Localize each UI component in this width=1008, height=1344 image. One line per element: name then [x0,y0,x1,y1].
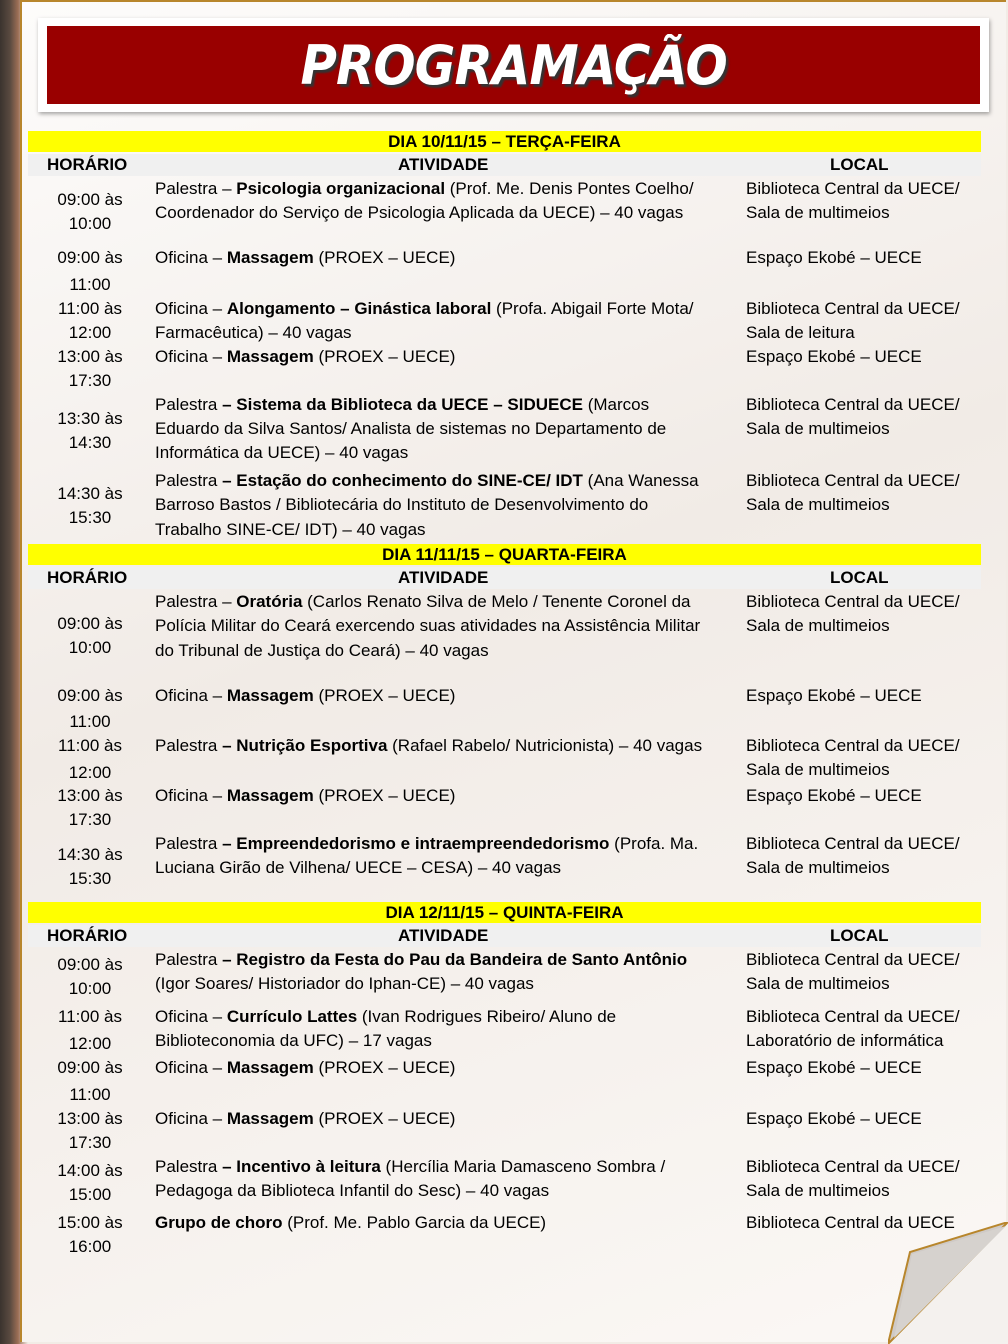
time-start: 09:00 às [57,1058,123,1077]
time-end: 10:00 [68,638,112,657]
schedule-row [28,296,981,344]
time-start: 15:00 às [57,1213,123,1232]
activity-line: Oficina – Alongamento – Ginástica laboral (Profa. Abigail Forte Mota/ [155,299,694,318]
location-line: Sala de multimeios [746,419,890,438]
time-start: 13:00 às [57,347,123,366]
activity-line: Oficina – Massagem (PROEX – UECE) [155,347,456,366]
time-start: 13:30 às [57,409,123,428]
activity-line: Palestra – Psicologia organizacional (Prof. Me. Denis Pontes Coelho/ [155,179,694,198]
location-line: Espaço Ekobé – UECE [746,1109,922,1128]
time-start: 14:30 às [57,484,123,503]
activity-line: do Tribunal de Justiça do Ceará) – 40 vagas [155,641,489,660]
schedule-row [28,392,981,468]
time-end: 11:00 [69,1085,111,1104]
location-line: Espaço Ekobé – UECE [746,686,922,705]
activity-line: Luciana Girão de Vilhena/ UECE – CESA) – 40 vagas [155,858,562,877]
schedule-row [28,344,981,392]
location-line: Sala de multimeios [746,858,890,877]
activity-line: Palestra – Sistema da Biblioteca da UECE – SIDUECE (Marcos [155,395,650,414]
schedule-row [28,947,981,1003]
activity-line: Pedagoga da Biblioteca Infantil do Sesc) – 40 vagas [155,1181,550,1200]
activity-line: Trabalho SINE-CE/ IDT) – 40 vagas [155,520,426,539]
time-start: 11:00 às [58,299,122,318]
location-line: Biblioteca Central da UECE/ [746,179,960,198]
time-end: 17:30 [68,371,112,390]
activity-line: Palestra – Oratória (Carlos Renato Silva de Melo / Tenente Coronel da [155,592,691,611]
schedule-row [28,733,981,783]
location-line: Biblioteca Central da UECE/ [746,592,960,611]
time-end: 12:00 [68,1034,112,1053]
time-end: 10:00 [68,979,112,998]
time-start: 09:00 às [57,248,123,267]
time-end: 10:00 [68,214,112,233]
column-headers-3 [28,925,981,947]
title-banner [47,26,980,104]
schedule-row [28,1106,981,1154]
day-header-3: DIA 12/11/15 – QUINTA-FEIRA [28,902,981,923]
time-end: 17:30 [68,1133,112,1152]
time-end: 17:30 [68,810,112,829]
time-start: 13:00 às [57,1109,123,1128]
activity-line: Oficina – Currículo Lattes (Ivan Rodrigues Ribeiro/ Aluno de [155,1007,617,1026]
page-curl-decoration [888,1222,1008,1344]
location-line: Biblioteca Central da UECE/ [746,834,960,853]
time-end: 12:00 [68,323,112,342]
activity-line: Eduardo da Silva Santos/ Analista de sistemas no Departamento de [155,419,667,438]
location-line: Sala de leitura [746,323,855,342]
column-headers-1 [28,154,981,176]
header-location: LOCAL [830,155,889,174]
location-line: Sala de multimeios [746,616,890,635]
header-activity: ATIVIDADE [398,926,489,945]
time-end: 11:00 [69,275,111,294]
time-start: 11:00 às [58,736,122,755]
location-line: Sala de multimeios [746,1181,890,1200]
location-line: Biblioteca Central da UECE/ [746,950,960,969]
activity-line: Barroso Bastos / Bibliotecária do Instituto de Desenvolvimento do [155,495,649,514]
location-line: Biblioteca Central da UECE [746,1213,955,1232]
location-line: Sala de multimeios [746,495,890,514]
time-start: 14:00 às [57,1161,123,1180]
page-title: PROGRAMAÇÃO [300,33,727,97]
day-header-1: DIA 10/11/15 – TERÇA-FEIRA [28,131,981,152]
time-start: 13:00 às [57,786,123,805]
schedule-row [28,244,981,296]
location-line: Biblioteca Central da UECE/ [746,299,960,318]
activity-line: Palestra – Registro da Festa do Pau da Bandeira de Santo Antônio [155,950,688,969]
header-activity: ATIVIDADE [398,155,489,174]
activity-line: (Igor Soares/ Historiador do Iphan-CE) – 40 vagas [155,974,534,993]
location-line: Biblioteca Central da UECE/ [746,471,960,490]
time-start: 14:30 às [57,845,123,864]
activity-line: Polícia Militar do Ceará exercendo suas atividades na Assistência Militar [155,616,701,635]
time-start: 09:00 às [57,190,123,209]
schedule-row [28,682,981,733]
location-line: Sala de multimeios [746,760,890,779]
activity-line: Oficina – Massagem (PROEX – UECE) [155,1109,456,1128]
location-line: Espaço Ekobé – UECE [746,347,922,366]
schedule-row [28,468,981,543]
time-start: 11:00 às [58,1007,122,1026]
day-header-2: DIA 11/11/15 – QUARTA-FEIRA [28,544,981,565]
activity-line: Grupo de choro (Prof. Me. Pablo Garcia da UECE) [155,1213,547,1232]
activity-line: Palestra – Incentivo à leitura (Hercília Maria Damasceno Sombra / [155,1157,666,1176]
activity-line: Oficina – Massagem (PROEX – UECE) [155,786,456,805]
time-start: 09:00 às [57,955,123,974]
location-line: Espaço Ekobé – UECE [746,1058,922,1077]
activity-line: Coordenador do Serviço de Psicologia Aplicada da UECE) – 40 vagas [155,203,684,222]
activity-line: Biblioteconomia da UFC) – 17 vagas [155,1031,432,1050]
activity-line: Oficina – Massagem (PROEX – UECE) [155,248,456,267]
header-activity: ATIVIDADE [398,568,489,587]
activity-line: Farmacêutica) – 40 vagas [155,323,352,342]
activity-line: Oficina – Massagem (PROEX – UECE) [155,1058,456,1077]
location-line: Espaço Ekobé – UECE [746,248,922,267]
activity-line: Informática da UECE) – 40 vagas [155,443,409,462]
location-line: Sala de multimeios [746,974,890,993]
activity-line: Palestra – Estação do conhecimento do SINE-CE/ IDT (Ana Wanessa [155,471,699,490]
time-end: 15:30 [68,508,112,527]
schedule-row [28,831,981,895]
time-end: 12:00 [68,763,112,782]
time-end: 11:00 [69,712,111,731]
location-line: Sala de multimeios [746,203,890,222]
header-time: HORÁRIO [47,926,128,945]
location-line: Biblioteca Central da UECE/ [746,1157,960,1176]
schedule-row [28,1210,981,1262]
header-time: HORÁRIO [47,568,128,587]
time-start: 09:00 às [57,614,123,633]
location-line: Laboratório de informática [746,1031,944,1050]
time-end: 15:00 [68,1185,112,1204]
schedule-row [28,176,981,236]
location-line: Espaço Ekobé – UECE [746,786,922,805]
column-headers-2 [28,567,981,589]
location-line: Biblioteca Central da UECE/ [746,736,960,755]
schedule-row [28,589,981,681]
header-location: LOCAL [830,926,889,945]
location-line: Biblioteca Central da UECE/ [746,1007,960,1026]
time-end: 14:30 [68,433,112,452]
header-time: HORÁRIO [47,155,128,174]
schedule-row [28,1055,981,1106]
schedule-row [28,783,981,831]
activity-line: Oficina – Massagem (PROEX – UECE) [155,686,456,705]
time-end: 15:30 [68,869,112,888]
location-line: Biblioteca Central da UECE/ [746,395,960,414]
schedule-row [28,1004,981,1055]
time-start: 09:00 às [57,686,123,705]
time-end: 16:00 [68,1237,112,1256]
activity-line: Palestra – Empreendedorismo e intraempreendedorismo (Profa. Ma. [155,834,699,853]
schedule-row [28,1154,981,1210]
activity-line: Palestra – Nutrição Esportiva (Rafael Rabelo/ Nutricionista) – 40 vagas [155,736,703,755]
header-location: LOCAL [830,568,889,587]
